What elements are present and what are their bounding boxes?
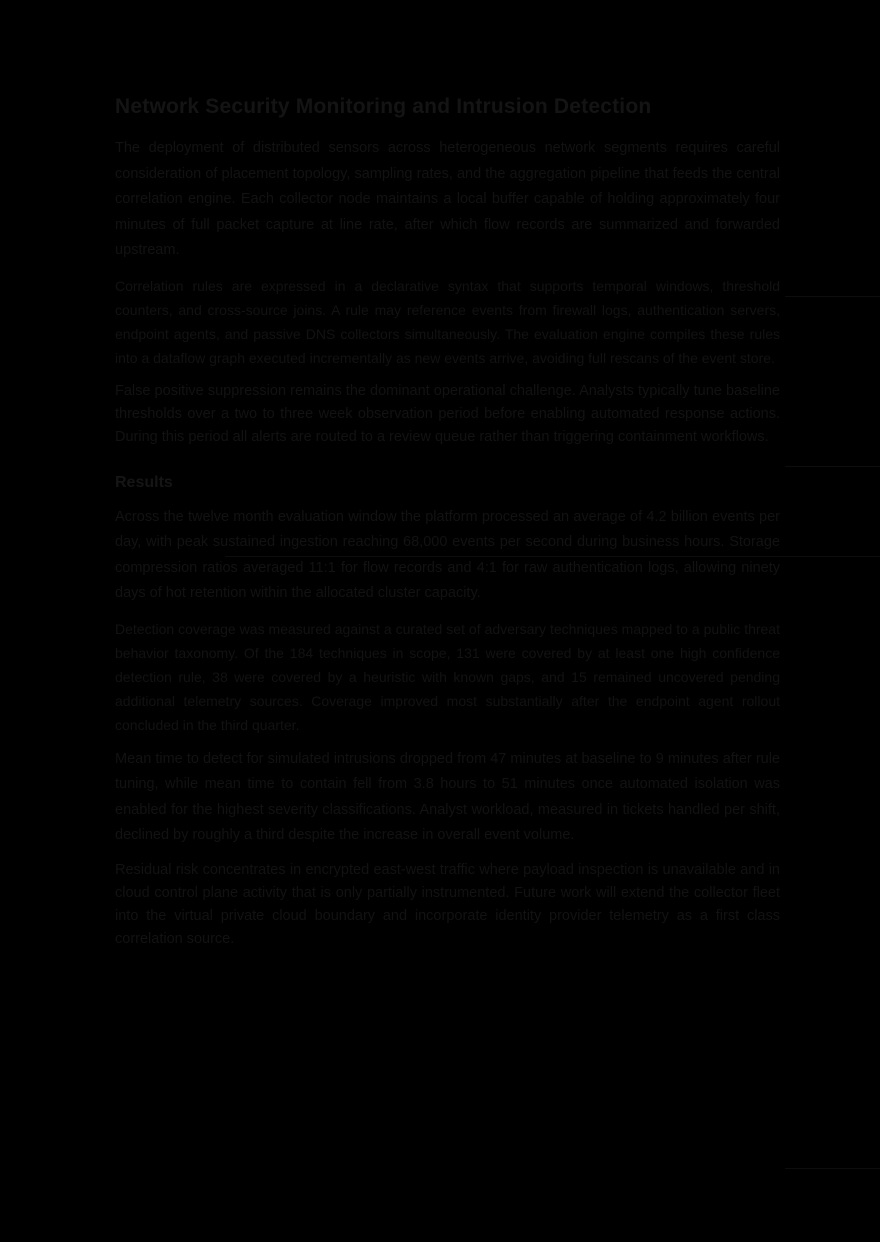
paragraph: False positive suppression remains the dominant operational challenge. Analysts typically tune baseline thresholds over a two to three week observation period before enabling automated response actions. During this period all alerts are routed to a review queue rather than triggering containment workflows. (115, 382, 780, 445)
margin-rule-mid (785, 466, 880, 467)
margin-rule-top (785, 296, 880, 297)
paragraph: The deployment of distributed sensors across heterogeneous network segments requires careful consideration of placement topology, sampling rates, and the aggregation pipeline that feeds the central correlation engine. Each collector node maintains a local buffer capable of holding approximately four minutes of full packet capture at line rate, after which flow records are summarized and forwarded upstream. (115, 140, 780, 258)
page-title: Network Security Monitoring and Intrusion Detection (115, 95, 652, 118)
document-body (115, 92, 780, 961)
paragraph: Across the twelve month evaluation window the platform processed an average of 4.2 billion events per day, with peak sustained ingestion reaching 68,000 events per second during business hours. Storage compression ratios averaged 11:1 for flow records and 4:1 for raw authentication logs, allowing ninety days of hot retention within the allocated cluster capacity. (115, 508, 780, 601)
paragraph: Residual risk concentrates in encrypted east-west traffic where payload inspection is unavailable and in cloud control plane activity that is only partially instrumented. Future work will extend the collector fleet into the virtual private cloud boundary and incorporate identity provider telemetry as a first class correlation source. (115, 861, 780, 947)
intro-block (115, 136, 780, 449)
results-block (115, 505, 780, 951)
section-heading: Results (115, 473, 173, 491)
paragraph: Correlation rules are expressed in a declarative syntax that supports temporal windows, threshold counters, and cross-source joins. A rule may reference events from firewall logs, authentication servers, endpoint agents, and passive DNS collectors simultaneously. The evaluation engine compiles these rules into a dataflow graph executed incrementally as new events arrive, avoiding full rescans of the event store. (115, 277, 780, 366)
margin-rule-bottom (785, 1168, 880, 1169)
paragraph: Detection coverage was measured against a curated set of adversary techniques mapped to a public threat behavior taxonomy. Of the 184 techniques in scope, 131 were covered by at least one high confidence detection rule, 38 were covered by a heuristic with known gaps, and 15 remained uncovered pending additional telemetry sources. Coverage improved most substantially after the endpoint agent rollout concluded in the third quarter. (115, 620, 780, 733)
paragraph: Mean time to detect for simulated intrusions dropped from 47 minutes at baseline to 9 minutes after rule tuning, while mean time to contain fell from 3.8 hours to 51 minutes once automated isolation was enabled for the highest severity classifications. Analyst workload, measured in tickets handled per shift, declined by roughly a third despite the increase in overall event volume. (115, 750, 780, 843)
